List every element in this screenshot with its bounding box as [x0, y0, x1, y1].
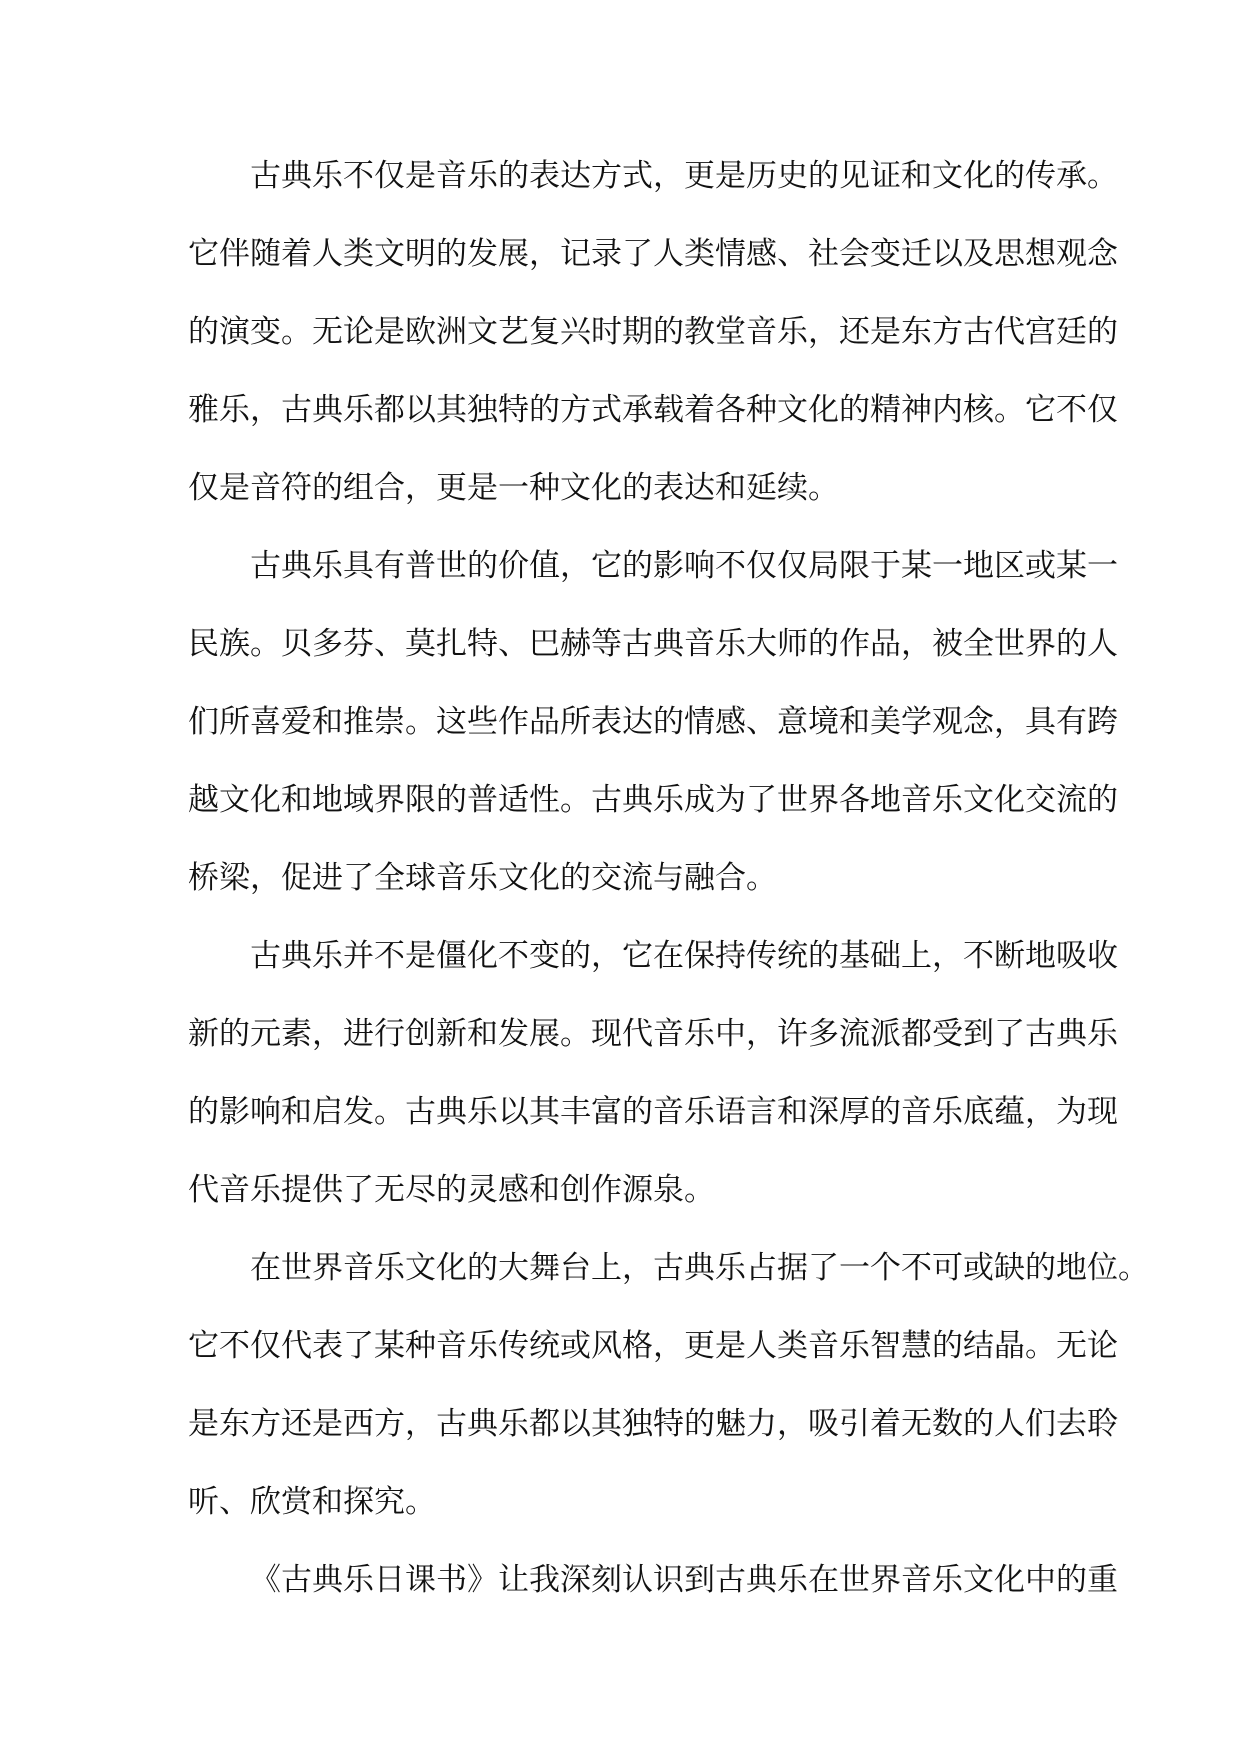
- text-line: 是东方还是西方，古典乐都以其独特的魅力，吸引着无数的人们去聆: [188, 1406, 1118, 1442]
- text-line: 雅乐，古典乐都以其独特的方式承载着各种文化的精神内核。它不仅: [188, 392, 1118, 428]
- text-line: 们所喜爱和推崇。这些作品所表达的情感、意境和美学观念，具有跨: [188, 704, 1118, 740]
- text-line: 的影响和启发。古典乐以其丰富的音乐语言和深厚的音乐底蕴，为现: [188, 1094, 1118, 1130]
- paragraph: [188, 137, 1118, 527]
- text-line: 代音乐提供了无尽的灵感和创作源泉。: [188, 1172, 715, 1208]
- paragraph: [188, 527, 1118, 917]
- text-line: 新的元素，进行创新和发展。现代音乐中，许多流派都受到了古典乐: [188, 1016, 1118, 1052]
- text-line: 古典乐具有普世的价值，它的影响不仅仅局限于某一地区或某一: [250, 548, 1118, 584]
- text-line: 古典乐并不是僵化不变的，它在保持传统的基础上，不断地吸收: [250, 938, 1118, 974]
- text-line: 民族。贝多芬、莫扎特、巴赫等古典音乐大师的作品，被全世界的人: [188, 626, 1118, 662]
- document-body: [188, 137, 1149, 1619]
- text-line: 越文化和地域界限的普适性。古典乐成为了世界各地音乐文化交流的: [188, 782, 1118, 818]
- text-line: 听、欣赏和探究。: [188, 1484, 436, 1520]
- text-line: 古典乐不仅是音乐的表达方式，更是历史的见证和文化的传承。: [250, 158, 1118, 194]
- text-line: 在世界音乐文化的大舞台上，古典乐占据了一个不可或缺的地位。: [250, 1250, 1149, 1286]
- text-line: 《古典乐日课书》让我深刻认识到古典乐在世界音乐文化中的重: [250, 1562, 1118, 1598]
- text-line: 桥梁，促进了全球音乐文化的交流与融合。: [188, 860, 777, 896]
- paragraph: [188, 1229, 1149, 1541]
- text-line: 的演变。无论是欧洲文艺复兴时期的教堂音乐，还是东方古代宫廷的: [188, 314, 1118, 350]
- text-line: 它伴随着人类文明的发展，记录了人类情感、社会变迁以及思想观念: [188, 236, 1118, 272]
- text-line: 它不仅代表了某种音乐传统或风格，更是人类音乐智慧的结晶。无论: [188, 1328, 1118, 1364]
- paragraph: [188, 1541, 1118, 1619]
- paragraph: [188, 917, 1118, 1229]
- text-line: 仅是音符的组合，更是一种文化的表达和延续。: [188, 470, 839, 506]
